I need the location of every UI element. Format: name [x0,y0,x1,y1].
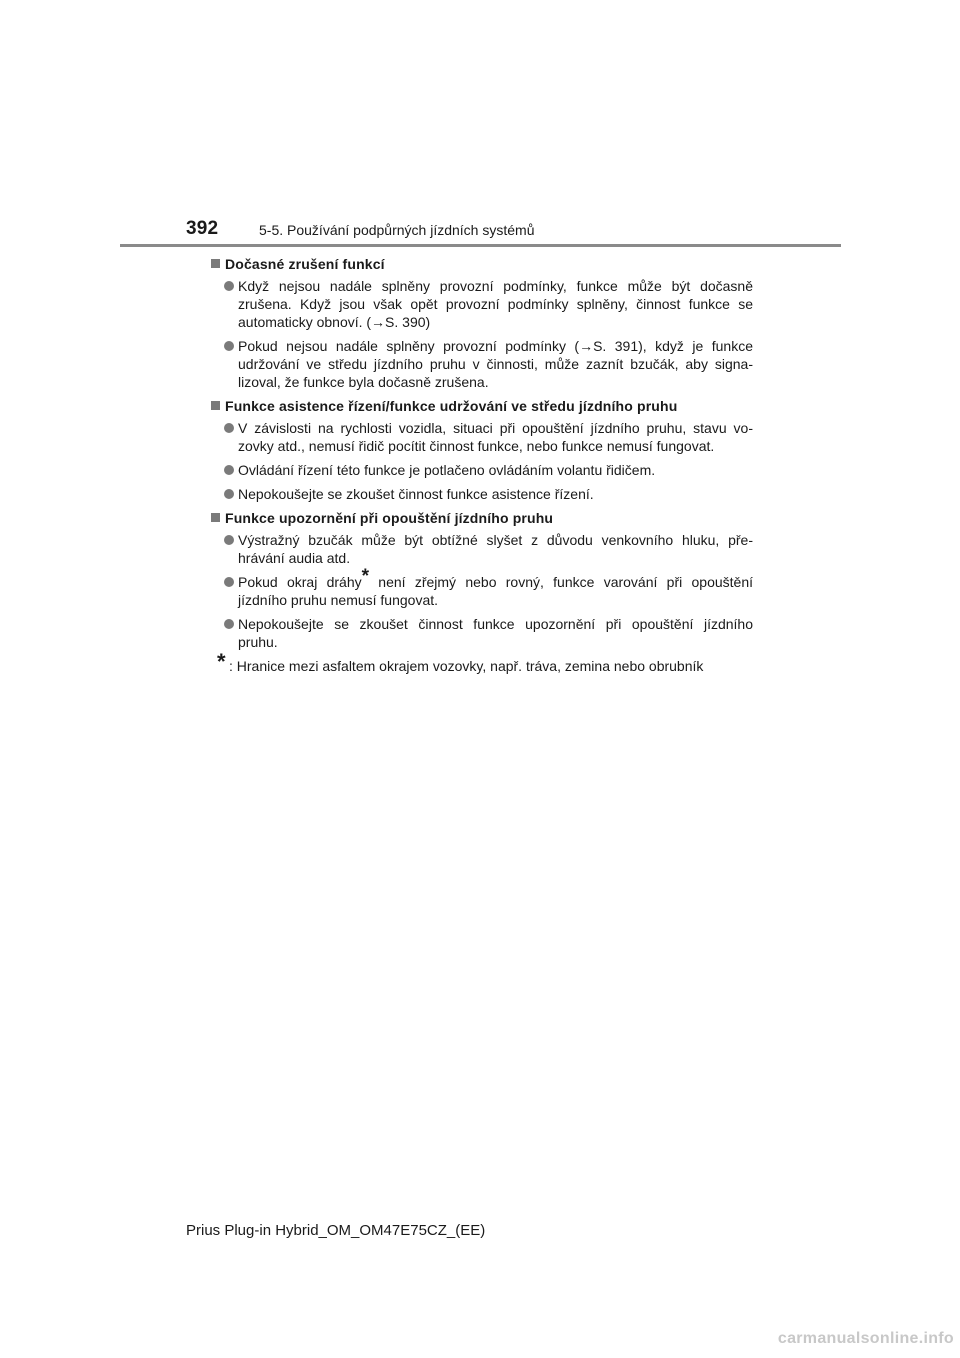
circle-bullet-icon [224,341,234,351]
document-footer: Prius Plug-in Hybrid_OM_OM47E75CZ_(EE) [186,1222,486,1239]
item-text: Pokud okraj dráhy [238,574,362,590]
list-item [211,419,753,455]
circle-bullet-icon [224,465,234,475]
item-line: automaticky obnoví. (→S. 390) [238,314,431,330]
list-item [211,615,753,651]
item-line: Nepokoušejte se zkoušet činnost funkce asistence řízení. [238,486,594,502]
item-line: hrávání audia atd. [238,550,351,566]
header-rule [120,244,841,247]
section-heading-text: Funkce upozornění při opouštění jízdního pruhu [225,510,554,526]
page-number: 392 [186,218,219,239]
section-heading [211,397,753,415]
watermark: carmanualsonline.info [777,1330,954,1347]
item-line: V závislosti na rychlosti vozidla, situaci při opouštění jízdního pruhu, stavu vo- [238,420,753,436]
item-line: Když nejsou nadále splněny provozní podmínky, funkce může být dočasně [238,278,753,294]
item-line: zovky atd., nemusí řidič pocítit činnost funkce, nebo funkce nemusí fungovat. [238,438,715,454]
circle-bullet-icon [224,423,234,433]
circle-bullet-icon [224,489,234,499]
list-item [211,531,753,567]
item-line: zrušena. Když jsou však opět provozní podmínky splněny, činnost funkce se [238,296,753,312]
item-text: není zřejmý nebo rovný, funkce varování při opouštění [369,574,753,590]
item-line: Pokud nejsou nadále splněny provozní podmínky (→S. 391), když je funkce [238,338,753,354]
footnote-marker: * [361,566,370,587]
section-heading-text: Dočasné zrušení funkcí [225,256,385,272]
item-line: Výstražný bzučák může být obtížné slyšet z důvodu venkovního hluku, pře- [238,532,753,548]
item-line: Nepokoušejte se zkoušet činnost funkce upozornění při opouštění jízdního [238,616,753,632]
circle-bullet-icon [224,535,234,545]
list-item [211,337,753,391]
item-line [238,566,753,591]
circle-bullet-icon [224,619,234,629]
section-heading-text: Funkce asistence řízení/funkce udržování ve středu jízdního pruhu [225,398,678,414]
list-item [211,566,753,609]
square-bullet-icon [211,259,220,268]
item-line: Ovládání řízení této funkce je potlačeno ovládáním volantu řidičem. [238,462,656,478]
footnote-text: : Hranice mezi asfaltem okrajem vozovky, např. tráva, zemina nebo obrubník [229,658,704,674]
list-item [211,277,753,331]
item-line: lizoval, že funkce byla dočasně zrušena. [238,374,489,390]
list-item [211,461,753,479]
item-line: udržování ve středu jízdního pruhu v činnosti, může zaznít bzučák, aby signa- [238,356,753,372]
page-content [211,255,753,675]
list-item [211,485,753,503]
item-line: pruhu. [238,634,278,650]
section-heading [211,509,753,527]
section-heading [211,255,753,273]
square-bullet-icon [211,513,220,522]
circle-bullet-icon [224,281,234,291]
square-bullet-icon [211,401,220,410]
item-line: jízdního pruhu nemusí fungovat. [238,592,439,608]
section-title: 5-5. Používání podpůrných jízdních systémů [259,222,535,238]
footnote-star: * [217,649,226,674]
footnote [211,649,753,675]
circle-bullet-icon [224,577,234,587]
